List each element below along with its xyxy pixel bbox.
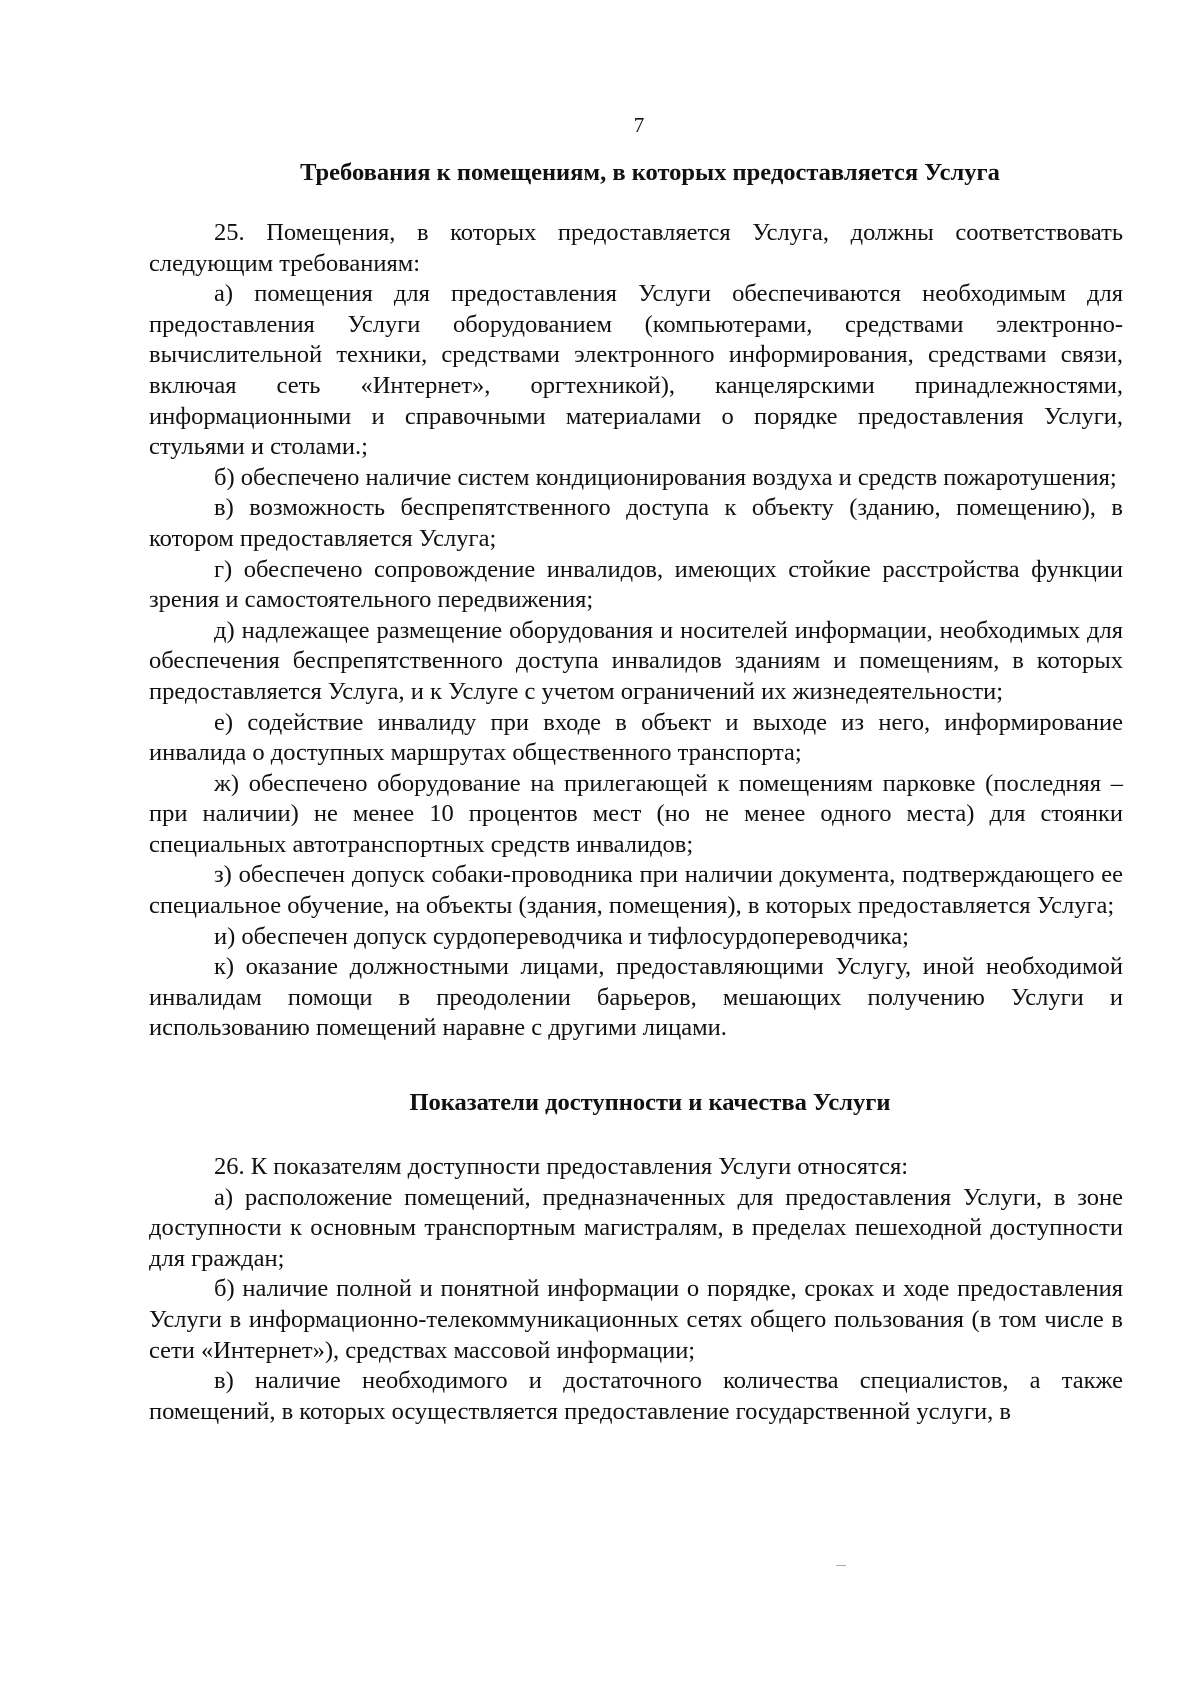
scan-speck bbox=[836, 1565, 846, 1566]
section-heading-premises: Требования к помещениям, в которых предоставляется Услуга bbox=[300, 159, 1000, 186]
paragraph: 25. Помещения, в которых предоставляется Услуга, должны соответствовать следующим требованиям: bbox=[149, 219, 1123, 277]
paragraph: е) содействие инвалиду при входе в объект и выходе из него, информирование инвалида о доступных маршрутах общественного транспорта; bbox=[149, 708, 1123, 767]
document-body bbox=[149, 158, 1123, 1427]
paragraph: в) наличие необходимого и достаточного количества специалистов, а также помещений, в которых осуществляется предоставление государственной услуги, в bbox=[149, 1367, 1123, 1425]
paragraph: 26. К показателям доступности предоставления Услуги относятся: bbox=[214, 1153, 909, 1181]
paragraph: ж) обеспечено оборудование на прилегающей к помещениям парковке (последняя – при наличии) не менее 10 процентов мест (но не менее одного места) для стоянки специальных автотранспортных средств инвалидов; bbox=[149, 769, 1123, 858]
paragraph: д) надлежащее размещение оборудования и носителей информации, необходимых для обеспечения беспрепятственного доступа инвалидов зданиям и помещениям, в которых предоставляется Услуга, и к Услуге с учетом ограничений их жизнедеятельности; bbox=[149, 616, 1123, 705]
paragraph: а) помещения для предоставления Услуги обеспечиваются необходимым для предоставления Услуги оборудованием (компьютерами, средствами электронно-вычислительной техники, средствами электронного информирования, средствами связи, включая сеть «Интернет», оргтехникой), канцелярскими принадлежностями, информационными и справочными материалами о порядке предоставления Услуги, стульями и столами.; bbox=[149, 280, 1123, 461]
paragraph: и) обеспечен допуск сурдопереводчика и тифлосурдопереводчика; bbox=[214, 922, 909, 950]
paragraph: в) возможность беспрепятственного доступа к объекту (зданию, помещению), в котором предоставляется Услуга; bbox=[149, 494, 1123, 552]
paragraph: з) обеспечен допуск собаки-проводника при наличии документа, подтверждающего ее специальное обучение, на объекты (здания, помещения), в которых предоставляется Услуга; bbox=[149, 861, 1123, 920]
paragraph: а) расположение помещений, предназначенных для предоставления Услуги, в зоне доступности к основным транспортным магистралям, в пределах пешеходной доступности для граждан; bbox=[149, 1183, 1123, 1272]
paragraph: б) наличие полной и понятной информации о порядке, сроках и ходе предоставления Услуги в информационно-телекоммуникационных сетях общего пользования (в том числе в сети «Интернет»), средствах массовой информации; bbox=[149, 1275, 1123, 1364]
paragraph: г) обеспечено сопровождение инвалидов, имеющих стойкие расстройства функции зрения и самостоятельного передвижения; bbox=[149, 555, 1123, 614]
paragraph: к) оказание должностными лицами, предоставляющими Услугу, иной необходимой инвалидам помощи в преодолении барьеров, мешающих получению Услуги и использованию помещений наравне с другими лицами. bbox=[149, 953, 1123, 1042]
section-heading-accessibility: Показатели доступности и качества Услуги bbox=[409, 1089, 891, 1117]
paragraph: б) обеспечено наличие систем кондиционирования воздуха и средств пожаротушения; bbox=[214, 463, 1117, 491]
page-number: 7 bbox=[633, 113, 645, 137]
